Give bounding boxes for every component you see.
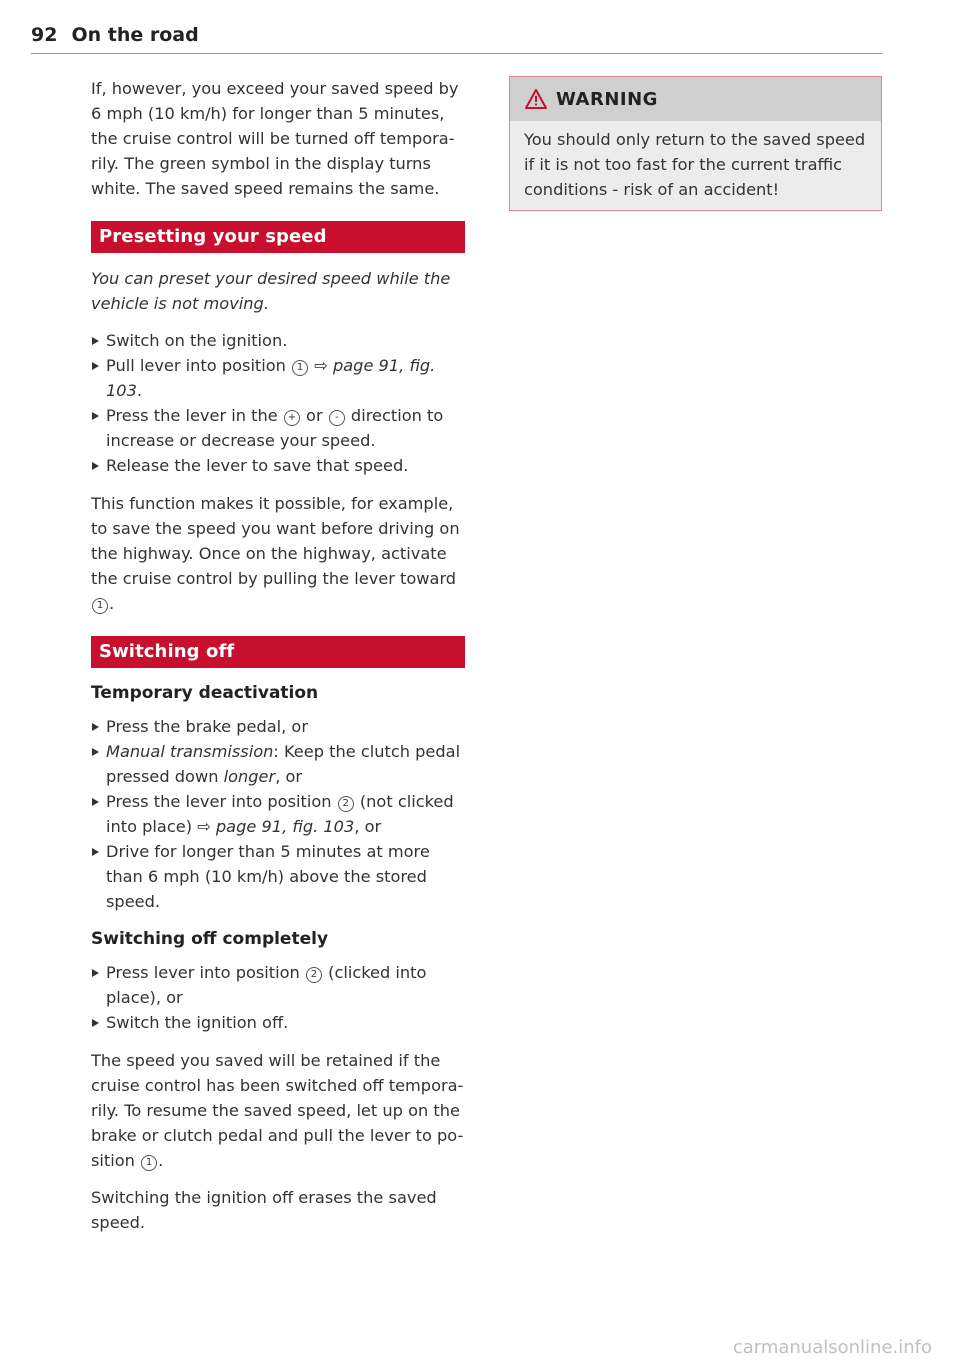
warning-box	[509, 76, 882, 211]
list-item: Switch the ignition off.	[91, 1010, 465, 1035]
position-1-icon: 1	[292, 360, 308, 376]
page-header	[31, 24, 882, 46]
page-number: 92	[31, 24, 58, 46]
presetting-lead: You can preset your desired speed while the vehicle is not moving.	[91, 269, 451, 313]
list-item: Switch on the ignition.	[91, 328, 465, 353]
position-1-icon: 1	[92, 598, 108, 614]
presetting-steps	[91, 328, 465, 478]
erase-speed-paragraph: Switching the ignition off erases the saved speed.	[91, 1188, 437, 1232]
list-item: Press lever into position 2 (clicked into place), or	[91, 960, 465, 1010]
chapter-title: On the road	[71, 24, 199, 46]
section-presetting-heading: Presetting your speed	[91, 221, 465, 253]
temporary-deactivation-heading: Temporary deactivation	[91, 683, 319, 703]
list-item: Press the lever in the + or - direction to increase or decrease your speed.	[91, 403, 465, 453]
right-column	[509, 76, 882, 211]
warning-body	[510, 121, 881, 210]
minus-circle-icon: -	[329, 410, 345, 426]
page-reference: ⇨ page 91, fig. 103	[197, 817, 355, 836]
position-1-icon: 1	[141, 1155, 157, 1171]
position-2-icon: 2	[338, 796, 354, 812]
warning-title: WARNING	[556, 88, 658, 110]
warning-header	[510, 77, 881, 121]
section-switching-off-heading: Switching off	[91, 636, 465, 668]
watermark: carmanualsonline.info	[732, 1337, 932, 1358]
list-item: Pull lever into position 1 ⇨ page 91, fig. 103.	[91, 353, 465, 403]
retained-speed-paragraph: The speed you saved will be retained if the cruise control has been switched off tempora-rily. To resume the saved speed, let up on the brake or clutch pedal and pull the lever to po-sition 1 .	[91, 1051, 464, 1170]
position-2-icon: 2	[306, 967, 322, 983]
header-rule	[31, 53, 882, 54]
temporary-steps	[91, 714, 465, 914]
list-item: Manual transmission: Keep the clutch pedal pressed down longer, or	[91, 739, 465, 789]
intro-paragraph: If, however, you exceed your saved speed by 6 mph (10 km/h) for longer than 5 minutes, the cruise control will be turned off tempora-rily. The green symbol in the display turns white. The saved speed remains the same.	[91, 79, 459, 198]
presetting-body: This function makes it possible, for example, to save the speed you want before driving on the highway. Once on the highway, activate the cruise control by pulling the lever toward 1 .	[91, 494, 460, 613]
switching-off-completely-heading: Switching off completely	[91, 929, 329, 949]
page-reference: ⇨ page 91, fig. 103	[106, 356, 436, 400]
plus-circle-icon: +	[284, 410, 300, 426]
complete-steps	[91, 960, 465, 1035]
list-item: Press the lever into position 2 (not clicked into place) ⇨ page 91, fig. 103, or	[91, 789, 465, 839]
list-item: Release the lever to save that speed.	[91, 453, 465, 478]
left-column	[91, 76, 465, 1247]
warning-text: You should only return to the saved speed if it is not too fast for the current traffic conditions - risk of an accident!	[524, 130, 866, 199]
list-item: Press the brake pedal, or	[91, 714, 465, 739]
list-item: Drive for longer than 5 minutes at more than 6 mph (10 km/h) above the stored speed.	[91, 839, 465, 914]
warning-triangle-icon	[525, 89, 547, 109]
